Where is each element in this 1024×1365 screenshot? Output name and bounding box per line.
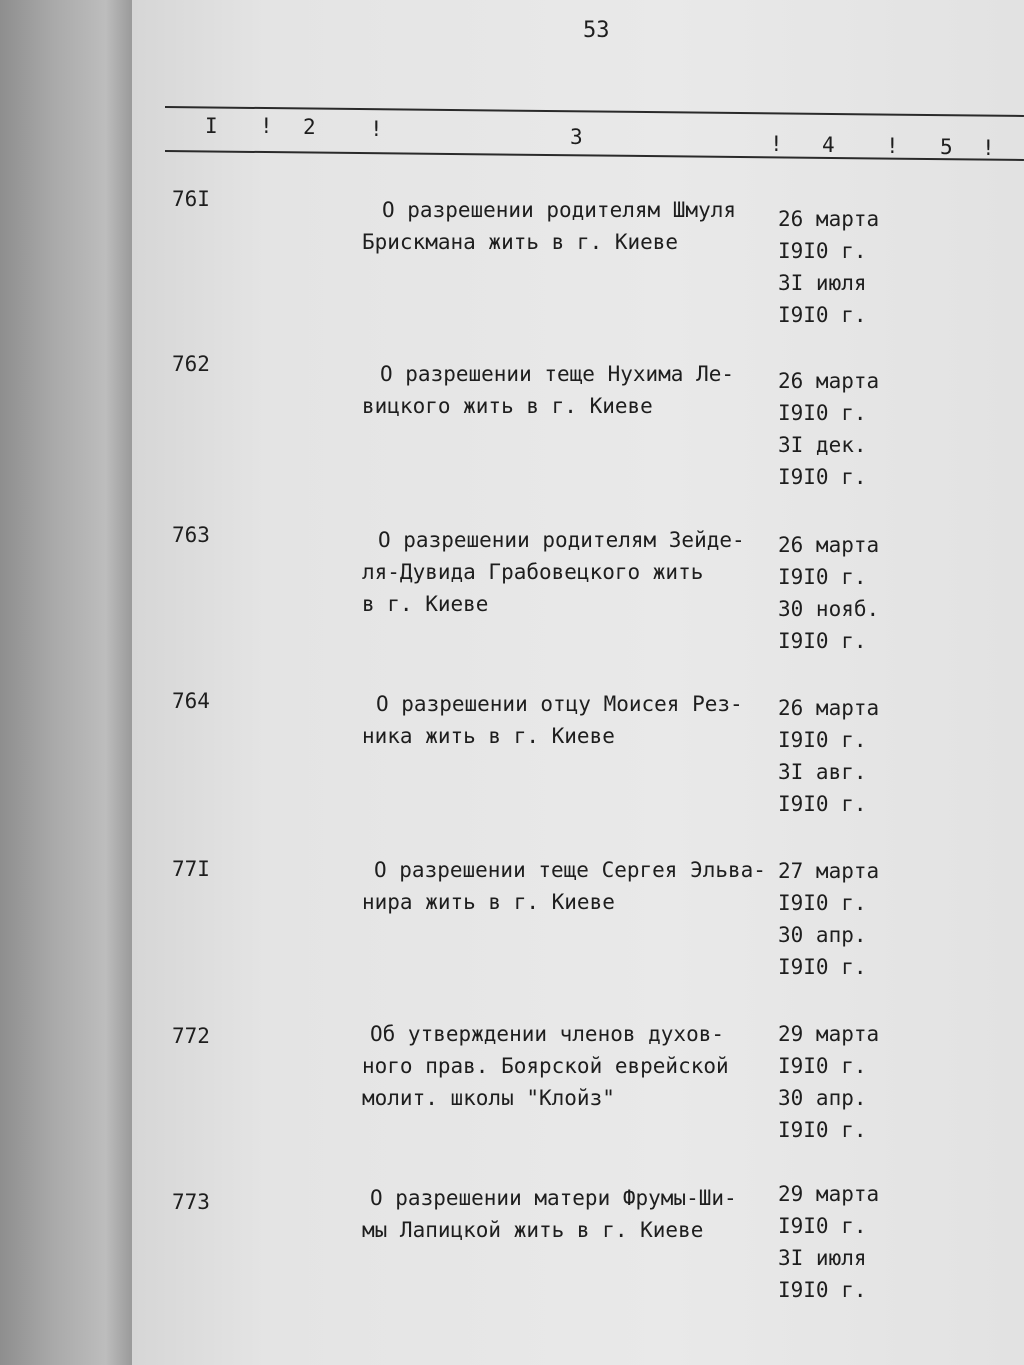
entry-start-date: 27 марта xyxy=(778,859,880,883)
entry-end-date: 30 нояб. xyxy=(778,597,880,621)
entry-title xyxy=(362,194,772,258)
entry-dates xyxy=(778,692,908,820)
entry-title-line: Об утверждении членов духов- xyxy=(370,1022,725,1046)
entry-title-line: О разрешении отцу Моисея Рез- xyxy=(376,692,743,716)
entry-end-date: 3I авг. xyxy=(778,760,867,784)
entry-title xyxy=(362,358,772,422)
entry-end-date: 3I июля xyxy=(778,271,867,295)
entry-title-line: в г. Киеве xyxy=(362,592,489,616)
page-number: 53 xyxy=(583,18,610,43)
entry-dates xyxy=(778,529,908,657)
entry-number: 762 xyxy=(172,352,210,376)
entry-title xyxy=(362,1018,772,1114)
entry-start-date: 26 марта xyxy=(778,369,880,393)
entry-number: 773 xyxy=(172,1190,210,1214)
entry-number: 764 xyxy=(172,689,210,713)
header-col-2: 2 xyxy=(303,115,316,139)
entry-start-year: I9I0 г. xyxy=(778,239,867,263)
header-col-4: 4 xyxy=(822,133,835,157)
entry-end-date: 30 апр. xyxy=(778,1086,867,1110)
header-separator: ! xyxy=(886,134,899,158)
entry-title xyxy=(362,854,772,918)
entry-number: 77I xyxy=(172,857,210,881)
entry-title-line: О разрешении матери Фрумы-Ши- xyxy=(370,1186,737,1210)
entry-title-line: Брискмана жить в г. Киеве xyxy=(362,230,679,254)
entry-start-year: I9I0 г. xyxy=(778,1054,867,1078)
entry-title-line: О разрешении родителям Шмуля xyxy=(382,198,737,222)
header-separator: ! xyxy=(260,114,273,138)
entry-title-line: ного прав. Боярской еврейской xyxy=(362,1054,729,1078)
entry-dates xyxy=(778,203,908,331)
entry-title xyxy=(362,688,772,752)
entry-end-date: 30 апр. xyxy=(778,923,867,947)
entry-start-date: 26 марта xyxy=(778,533,880,557)
entry-dates xyxy=(778,365,908,493)
entry-title-line: нира жить в г. Киеве xyxy=(362,890,615,914)
entry-title-line: О разрешении теще Нухима Ле- xyxy=(380,362,735,386)
entry-number: 772 xyxy=(172,1024,210,1048)
entry-number: 76I xyxy=(172,187,210,211)
header-col-5: 5 xyxy=(940,135,953,159)
entry-start-date: 26 марта xyxy=(778,207,880,231)
entry-title-line: ника жить в г. Киеве xyxy=(362,724,615,748)
entry-end-year: I9I0 г. xyxy=(778,465,867,489)
entry-end-date: 3I дек. xyxy=(778,433,867,457)
entry-start-date: 29 марта xyxy=(778,1022,880,1046)
entry-start-year: I9I0 г. xyxy=(778,891,867,915)
entry-title-line: О разрешении теще Сергея Эльва- xyxy=(374,858,766,882)
header-separator: ! xyxy=(370,117,383,141)
entry-end-year: I9I0 г. xyxy=(778,629,867,653)
entry-dates xyxy=(778,1178,908,1306)
entry-end-year: I9I0 г. xyxy=(778,1278,867,1302)
entry-dates xyxy=(778,855,908,983)
header-separator: ! xyxy=(770,132,783,156)
entry-start-date: 29 марта xyxy=(778,1182,880,1206)
entry-end-year: I9I0 г. xyxy=(778,1118,867,1142)
entry-number: 763 xyxy=(172,523,210,547)
entry-start-year: I9I0 г. xyxy=(778,1214,867,1238)
entry-title-line: молит. школы "Клойз" xyxy=(362,1086,615,1110)
entry-title xyxy=(362,1182,772,1246)
entry-start-year: I9I0 г. xyxy=(778,401,867,425)
header-col-1: I xyxy=(205,114,218,138)
entry-end-year: I9I0 г. xyxy=(778,792,867,816)
entry-dates xyxy=(778,1018,908,1146)
entry-end-year: I9I0 г. xyxy=(778,955,867,979)
header-separator: ! xyxy=(982,136,995,160)
entry-title-line: О разрешении родителям Зейде- xyxy=(378,528,745,552)
entry-start-date: 26 марта xyxy=(778,696,880,720)
entry-title-line: вицкого жить в г. Киеве xyxy=(362,394,653,418)
entry-start-year: I9I0 г. xyxy=(778,565,867,589)
entry-start-year: I9I0 г. xyxy=(778,728,867,752)
entry-title-line: ля-Дувида Грабовецкого жить xyxy=(362,560,704,584)
entry-end-year: I9I0 г. xyxy=(778,303,867,327)
entry-title xyxy=(362,524,772,620)
header-col-3: 3 xyxy=(570,125,583,149)
entry-title-line: мы Лапицкой жить в г. Киеве xyxy=(362,1218,704,1242)
entry-end-date: 3I июля xyxy=(778,1246,867,1270)
book-binding xyxy=(0,0,132,1365)
